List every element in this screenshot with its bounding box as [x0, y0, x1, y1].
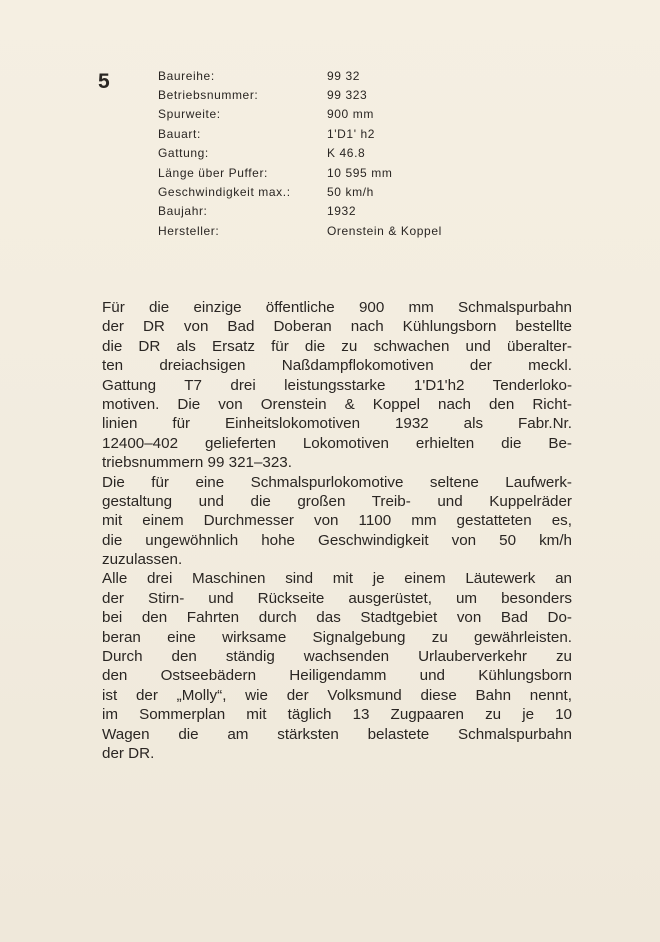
spec-value: 1'D1' h2 [327, 126, 376, 141]
text-line: die ungewöhnlich hohe Geschwindigkeit von 50 km/h [102, 531, 572, 549]
spec-value: Orenstein & Koppel [327, 223, 442, 238]
spec-value: 1932 [327, 204, 357, 219]
spec-value: 99 323 [327, 88, 368, 103]
text-line: 12400–402 gelieferten Lokomotiven erhielten die Be- [102, 434, 572, 452]
text-line: zuzulassen. [102, 551, 183, 569]
spec-row-hersteller [158, 221, 558, 240]
text-line: triebsnummern 99 321–323. [102, 454, 292, 472]
text-line: der DR von Bad Doberan nach Kühlungsborn bestellte [102, 318, 572, 336]
text-line: Durch den ständig wachsenden Urlauberverkehr zu [102, 648, 572, 666]
spec-label: Gattung: [158, 146, 209, 161]
spec-value: 10 595 mm [327, 165, 393, 180]
spec-row-baujahr [158, 202, 558, 221]
spec-label: Länge über Puffer: [158, 165, 268, 180]
text-line: Wagen die am stärksten belastete Schmalspurbahn [102, 725, 572, 743]
body-text [102, 298, 572, 763]
spec-label: Geschwindigkeit max.: [158, 185, 291, 200]
text-line: den Ostseebädern Heiligendamm und Kühlungsborn [102, 667, 572, 685]
text-line: linien für Einheitslokomotiven 1932 als Fabr.Nr. [102, 415, 572, 433]
text-line: im Sommerplan mit täglich 13 Zugpaaren zu je 10 [102, 706, 572, 724]
text-line: mit einem Durchmesser von 1100 mm gestatteten es, [102, 512, 572, 530]
spec-label: Baureihe: [158, 68, 215, 83]
text-line: der DR. [102, 744, 155, 762]
page-number: 5 [98, 70, 110, 93]
spec-label: Spurweite: [158, 107, 221, 122]
text-line: motiven. Die von Orenstein & Koppel nach den Richt- [102, 395, 572, 413]
text-line: bei den Fahrten durch das Stadtgebiet von Bad Do- [102, 609, 572, 627]
text-line: Gattung T7 drei leistungsstarke 1'D1'h2 Tenderloko- [102, 376, 572, 394]
spec-value: 99 32 [327, 68, 361, 83]
specification-table [158, 66, 558, 241]
text-line: gestaltung und die großen Treib- und Kuppelräder [102, 492, 572, 510]
spec-value: 50 km/h [327, 185, 374, 200]
text-line: Alle drei Maschinen sind mit je einem Läutewerk an [102, 570, 572, 588]
text-line: Für die einzige öffentliche 900 mm Schmalspurbahn [102, 299, 572, 316]
text-line: Die für eine Schmalspurlokomotive seltene Laufwerk- [102, 473, 572, 491]
text-line: der Stirn- und Rückseite ausgerüstet, um besonders [102, 589, 572, 607]
spec-label: Hersteller: [158, 223, 220, 238]
spec-row-gattung [158, 144, 558, 163]
spec-label: Baujahr: [158, 204, 208, 219]
text-line: ist der „Molly“, wie der Volksmund diese Bahn nennt, [102, 686, 572, 704]
spec-value: 900 mm [327, 107, 374, 122]
text-line: ten dreiachsigen Naßdampflokomotiven der meckl. [102, 357, 572, 375]
spec-row-laenge [158, 163, 558, 182]
spec-label: Bauart: [158, 126, 201, 141]
text-line: beran eine wirksame Signalgebung zu gewährleisten. [102, 628, 572, 646]
spec-value: K 46.8 [327, 146, 366, 161]
spec-row-spurweite [158, 105, 558, 124]
spec-row-betriebsnummer [158, 85, 558, 104]
spec-row-bauart [158, 124, 558, 143]
spec-label: Betriebsnummer: [158, 88, 259, 103]
spec-row-geschwindigkeit [158, 182, 558, 201]
text-line: die DR als Ersatz für die zu schwachen und überalter- [102, 337, 572, 355]
spec-row-baureihe [158, 66, 558, 85]
